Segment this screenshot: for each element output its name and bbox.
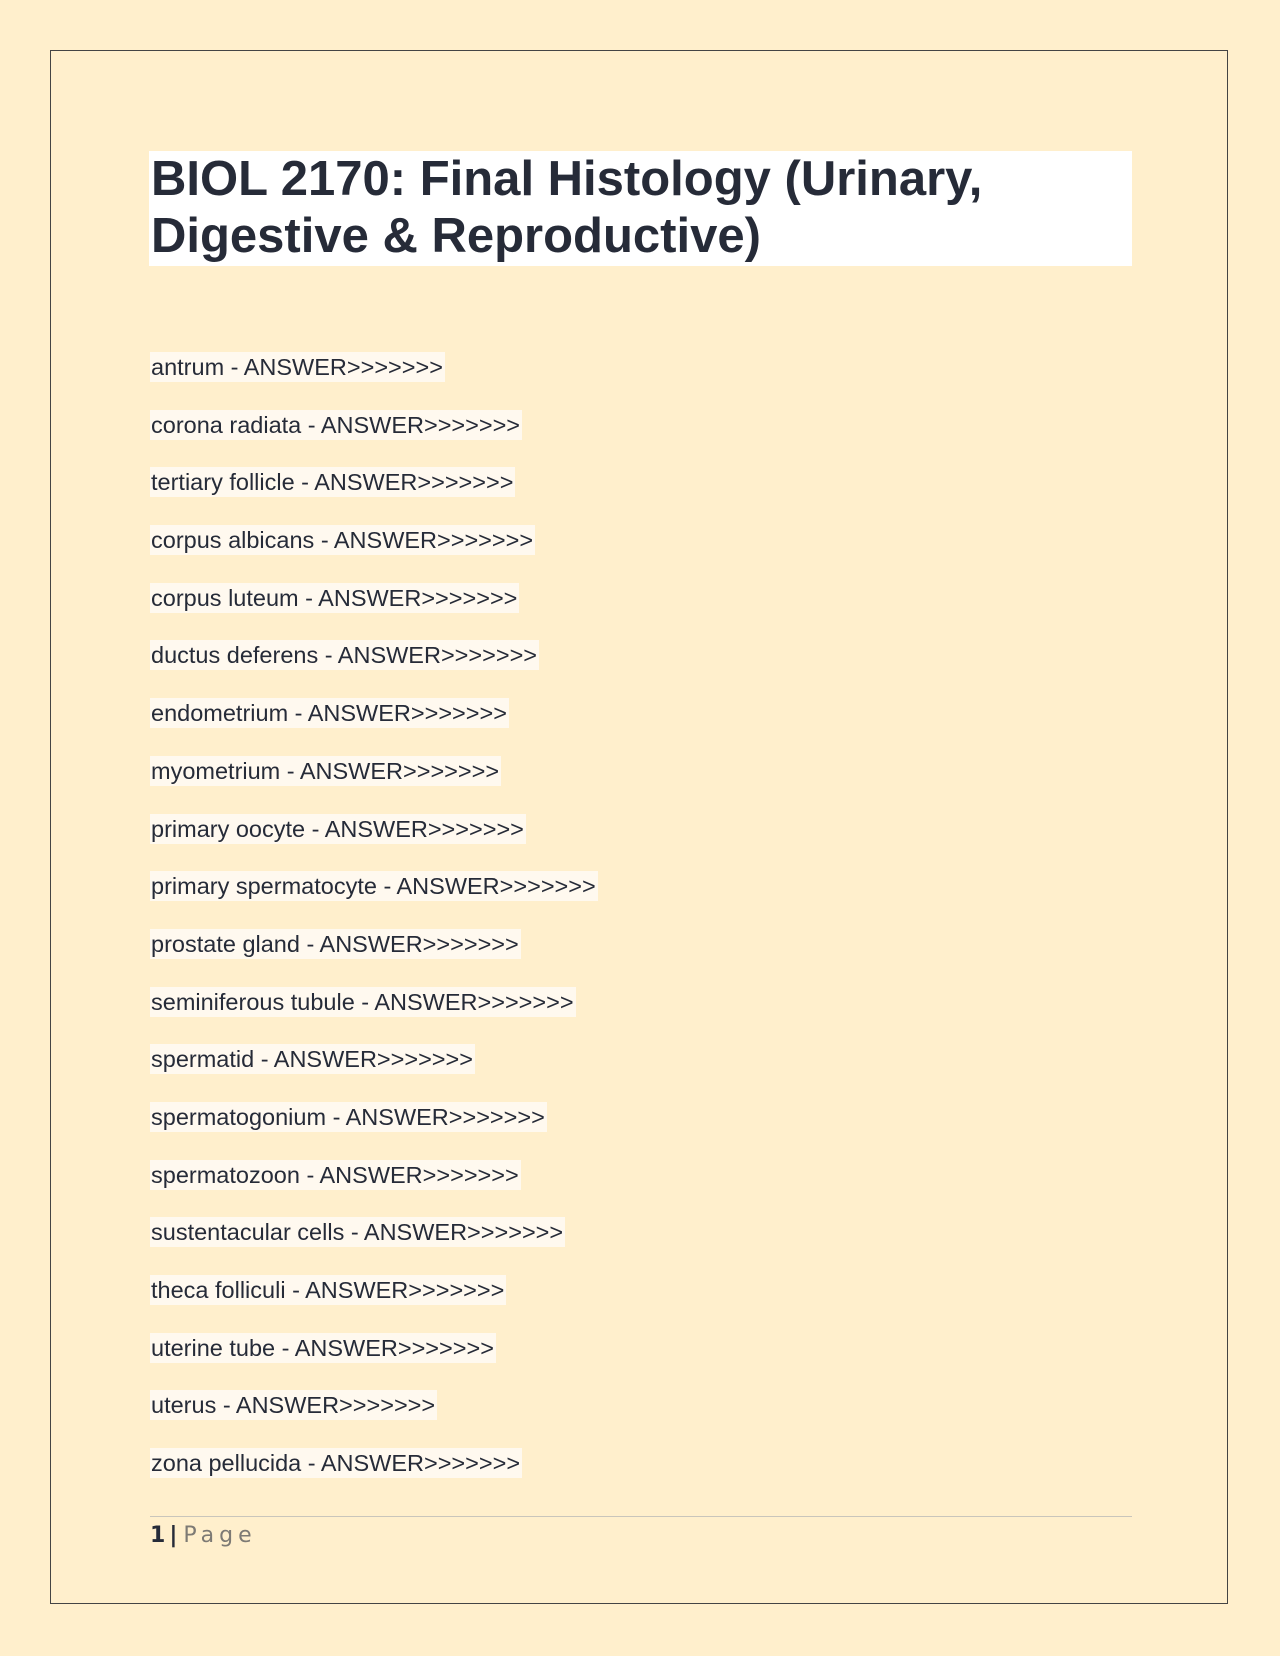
term-text: corona radiata - ANSWER>>>>>>> bbox=[151, 411, 521, 438]
list-item bbox=[150, 1044, 598, 1102]
term-text: endometrium - ANSWER>>>>>>> bbox=[151, 700, 507, 727]
term-text: primary oocyte - ANSWER>>>>>>> bbox=[151, 815, 524, 842]
list-item bbox=[150, 352, 598, 410]
term-text: theca folliculi - ANSWER>>>>>>> bbox=[151, 1277, 505, 1303]
term-list bbox=[150, 352, 598, 1506]
term-text: tertiary follicle - ANSWER>>>>>>> bbox=[151, 469, 514, 496]
page-footer bbox=[150, 1522, 257, 1550]
list-item bbox=[150, 871, 598, 929]
document-title: BIOL 2170: Final Histology (Urinary, Digestive & Reproductive) bbox=[151, 152, 983, 263]
term-text: sustentacular cells - ANSWER>>>>>>> bbox=[151, 1219, 564, 1246]
term-text: seminiferous tubule - ANSWER>>>>>>> bbox=[151, 988, 574, 1015]
list-item bbox=[150, 467, 598, 525]
term-text: prostate gland - ANSWER>>>>>>> bbox=[151, 930, 519, 957]
term-text: spermatozoon - ANSWER>>>>>>> bbox=[151, 1161, 519, 1188]
term-text: primary spermatocyte - ANSWER>>>>>>> bbox=[151, 873, 596, 900]
term-text: zona pellucida - ANSWER>>>>>>> bbox=[151, 1450, 521, 1477]
term-text: uterus - ANSWER>>>>>>> bbox=[151, 1392, 436, 1419]
term-text: antrum - ANSWER>>>>>>> bbox=[151, 354, 443, 380]
term-text: spermatid - ANSWER>>>>>>> bbox=[151, 1046, 473, 1073]
term-text: spermatogonium - ANSWER>>>>>>> bbox=[151, 1103, 545, 1130]
term-text: corpus luteum - ANSWER>>>>>>> bbox=[151, 584, 518, 611]
list-item bbox=[150, 1217, 598, 1275]
list-item bbox=[150, 1102, 598, 1160]
title-block bbox=[149, 151, 1132, 266]
footer-separator: | bbox=[169, 1523, 178, 1548]
list-item bbox=[150, 583, 598, 641]
list-item bbox=[150, 698, 598, 756]
term-text: myometrium - ANSWER>>>>>>> bbox=[151, 757, 500, 784]
list-item bbox=[150, 987, 598, 1045]
list-item bbox=[150, 525, 598, 583]
list-item bbox=[150, 640, 598, 698]
list-item bbox=[150, 756, 598, 814]
term-text: uterine tube - ANSWER>>>>>>> bbox=[151, 1334, 494, 1361]
footer-divider bbox=[150, 1516, 1132, 1517]
list-item bbox=[150, 1448, 598, 1506]
page-number: 1 bbox=[150, 1523, 166, 1548]
term-text: corpus albicans - ANSWER>>>>>>> bbox=[151, 527, 534, 554]
term-text: ductus deferens - ANSWER>>>>>>> bbox=[151, 642, 538, 669]
page-label: Page bbox=[183, 1523, 257, 1548]
list-item bbox=[150, 929, 598, 987]
list-item bbox=[150, 814, 598, 872]
list-item bbox=[150, 1275, 598, 1333]
list-item bbox=[150, 1333, 598, 1391]
list-item bbox=[150, 410, 598, 468]
list-item bbox=[150, 1160, 598, 1218]
list-item bbox=[150, 1390, 598, 1448]
